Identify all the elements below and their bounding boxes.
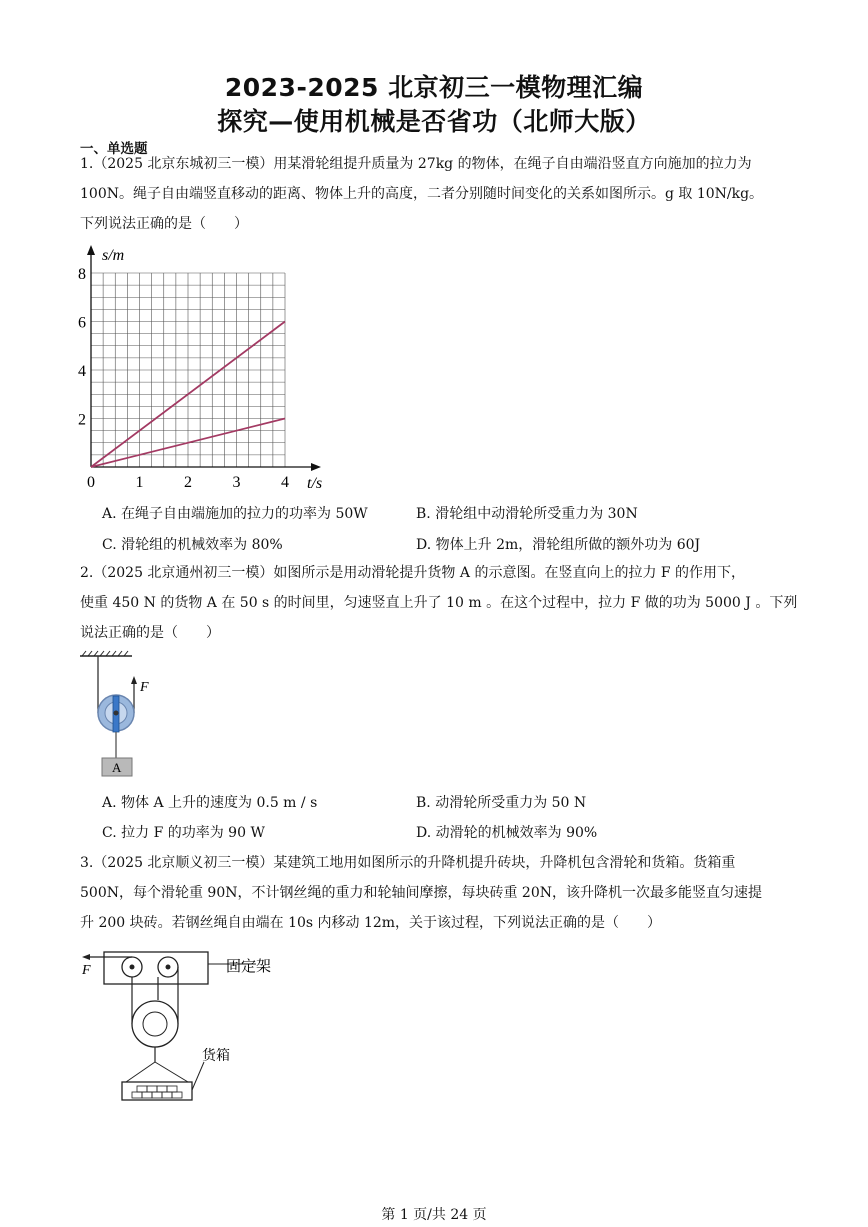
y-tick-label: 4 bbox=[78, 363, 86, 380]
x-axis-arrow bbox=[311, 463, 321, 471]
y-tick-label: 6 bbox=[78, 314, 86, 332]
pulley-axle bbox=[114, 711, 119, 716]
q1-option-d[interactable]: D. 物体上升 2m，滑轮组所做的额外功为 60J bbox=[416, 537, 701, 553]
chart-grid bbox=[91, 273, 285, 467]
q2-option-d[interactable]: D. 动滑轮的机械效率为 90% bbox=[416, 825, 598, 841]
q3-elevator-figure bbox=[76, 942, 316, 1107]
chart-y-axis-label: s/m bbox=[102, 247, 125, 264]
q3-text-line2: 500N，每个滑轮重 90N，不计钢丝绳的重力和轮轴间摩擦，每块砖重 20N，该升降机一次最多能竖直匀速提 bbox=[80, 885, 762, 901]
movable-pulley bbox=[132, 1001, 178, 1047]
q1-option-c[interactable]: C. 滑轮组的机械效率为 80% bbox=[102, 537, 283, 553]
page-footer: 第 1 页/共 24 页 bbox=[381, 1207, 487, 1223]
x-tick-label: 3 bbox=[232, 474, 241, 491]
x-tick-label: 2 bbox=[184, 474, 192, 491]
force-label: F bbox=[140, 680, 149, 695]
force-arrow bbox=[131, 676, 137, 684]
y-axis-arrow bbox=[87, 245, 95, 255]
force-arrow bbox=[82, 954, 90, 960]
q3-text-line1: 3.（2025 北京顺义初三一模）某建筑工地用如图所示的升降机提升砖块，升降机包含滑轮和货箱。货箱重 bbox=[80, 855, 736, 871]
x-tick-label: 1 bbox=[135, 474, 144, 491]
q2-option-a[interactable]: A. 物体 A 上升的速度为 0.5 m / s bbox=[102, 795, 318, 811]
document-title-line2: 探究—使用机械是否省功（北师大版） bbox=[217, 107, 651, 136]
q2-pulley-figure bbox=[76, 650, 166, 780]
q2-text-line3: 说法正确的是（ ） bbox=[80, 625, 220, 641]
q2-text-line2: 使重 450 N 的货物 A 在 50 s 的时间里，匀速竖直上升了 10 m 。在这个过程中，拉力 F 做的功为 5000 J 。下列 bbox=[80, 595, 798, 611]
section-heading: 一、单选题 bbox=[80, 141, 148, 157]
chart-ticks bbox=[78, 266, 289, 491]
y-tick-label: 2 bbox=[78, 411, 86, 429]
frame-label: 固定架 bbox=[226, 959, 272, 975]
q1-chart bbox=[70, 240, 340, 495]
q3-text-line3: 升 200 块砖。若钢丝绳自由端在 10s 内移动 12m，关于该过程，下列说法正确的是（ ） bbox=[80, 915, 662, 931]
q1-option-b[interactable]: B. 滑轮组中动滑轮所受重力为 30N bbox=[416, 506, 638, 522]
document-title-line1: 2023-2025 北京初三一模物理汇编 bbox=[224, 73, 644, 102]
q1-text-line1: 1.（2025 北京东城初三一模）用某滑轮组提升质量为 27kg 的物体，在绳子自由端沿竖直方向施加的拉力为 bbox=[80, 156, 752, 172]
y-tick-label: 8 bbox=[78, 266, 86, 283]
q1-text-line3: 下列说法正确的是（ ） bbox=[80, 216, 248, 232]
q1-option-a[interactable]: A. 在绳子自由端施加的拉力的功率为 50W bbox=[102, 506, 368, 522]
chart-x-axis-label: t/s bbox=[307, 475, 323, 492]
q2-option-c[interactable]: C. 拉力 F 的功率为 90 W bbox=[102, 825, 265, 841]
q2-text-line1: 2.（2025 北京通州初三一模）如图所示是用动滑轮提升货物 A 的示意图。在竖直向上的拉力 F 的作用下， bbox=[80, 565, 746, 581]
x-tick-label: 4 bbox=[281, 474, 289, 491]
box-label: 货箱 bbox=[202, 1049, 230, 1064]
bricks bbox=[132, 1086, 182, 1098]
q2-option-b[interactable]: B. 动滑轮所受重力为 50 N bbox=[416, 795, 587, 811]
cargo-label: A bbox=[112, 760, 122, 775]
x-tick-label: 0 bbox=[87, 474, 95, 491]
q1-text-line2: 100N。绳子自由端竖直移动的距离、物体上升的高度，二者分别随时间变化的关系如图所示。g 取 10N/kg。 bbox=[80, 186, 764, 202]
box-label-leader bbox=[192, 1062, 204, 1090]
force-label: F bbox=[82, 963, 91, 978]
